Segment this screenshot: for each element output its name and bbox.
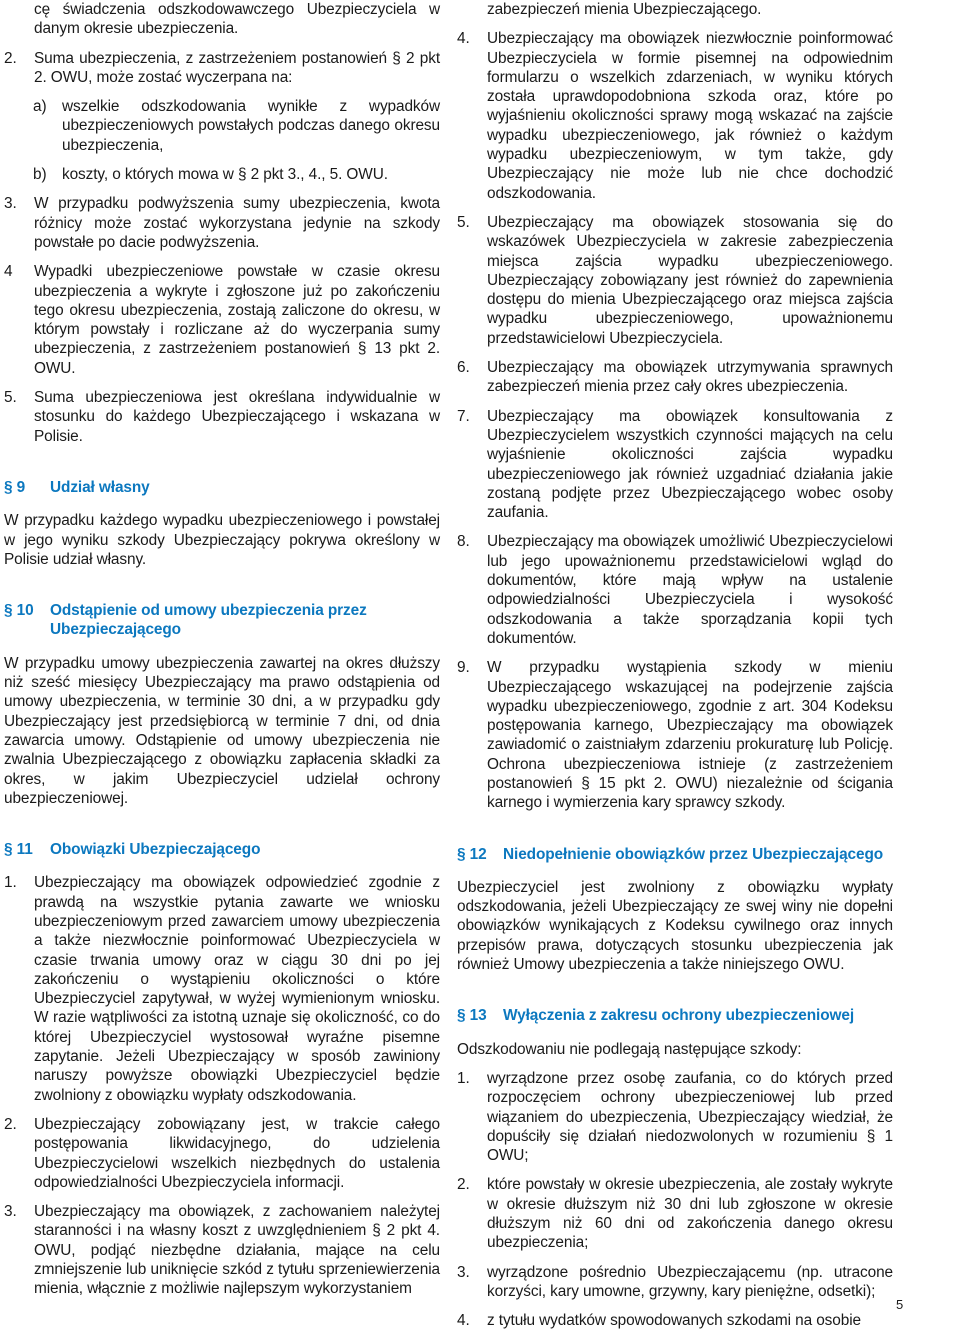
section-number: § 12: [457, 845, 487, 863]
section-heading-11: [4, 840, 440, 859]
s11-item-2: [4, 1115, 440, 1192]
item-number: 2.: [4, 49, 17, 67]
s11-item-7: [457, 407, 893, 523]
item-number: 1.: [457, 1069, 470, 1087]
page-number: 5: [896, 1297, 904, 1312]
item-text: Ubezpieczający ma obowiązek, z zachowaniem należytej staranności i na własny koszt z uwzględnieniem § 2 pkt 4. OWU, podjąć niezbędne działania, mające na celu zmniejszenie lub uniknięcie szkód z tytułu sprzeniewierzenia mienia, włącznie z możliwie najlepszym wykorzystaniem: [34, 1203, 440, 1298]
item-number: 3.: [457, 1263, 470, 1281]
continued-paragraph: cę świadczenia odszkodowawczego Ubezpieczyciela w danym okresie ubezpieczenia.: [34, 1, 440, 38]
item-text: wyrządzone przez osobę zaufania, co do których przed rozpoczęciem ochrony ubezpieczeniowej lub przed wiązaniem do ubezpieczenia, Ubezpieczający wiedział, że dopuściły się działań niedozwolonych w rozumieniu § 1 OWU;: [487, 1069, 893, 1165]
item-number: 1.: [4, 874, 17, 892]
item-number: 3.: [4, 195, 17, 213]
s8-item-5: [4, 388, 440, 446]
s11-item-1: [4, 873, 440, 1105]
section-13-intro: Odszkodowaniu nie podlegają następujące szkody:: [457, 1040, 802, 1058]
item-text: wyrządzone pośrednio Ubezpieczającemu (np. utracone korzyści, kary umowne, grzywny, kary pieniężne, odsetki);: [487, 1263, 893, 1300]
section-heading-10: [4, 601, 440, 640]
section-number: § 10: [4, 602, 34, 620]
section-title: Obowiązki Ubezpieczającego: [50, 841, 261, 859]
section-title: Udział własny: [50, 478, 150, 496]
item-text: Ubezpieczający ma obowiązek utrzymywania sprawnych zabezpieczeń mienia przez cały okres ubezpieczenia.: [487, 359, 893, 396]
item-text: Suma ubezpieczenia, z zastrzeżeniem postanowień § 2 pkt 2. OWU, może zostać wyczerpana na:: [34, 49, 440, 86]
section-number: § 13: [457, 1007, 487, 1025]
s11-item-9: [457, 658, 893, 812]
item-text: Ubezpieczający ma obowiązek niezwłocznie poinformować Ubezpieczyciela w formie pisemnej na odpowiednim formularzu o wszelkich zdarzeniach, w wyniku których została uprawdopodobniona szkoda oraz, które po wyjaśnieniu okoliczności sprawy mogą wskazać na zajście wypadku ubezpieczeniowego, jak również o każdym wypadku ubezpieczeniowym, w tym także, gdy Ubezpieczający nie może lub nie chce dochodzić odszkodowania.: [487, 30, 893, 202]
item-number: 5.: [457, 213, 470, 231]
s11-item-4: [457, 29, 893, 203]
item-text: Ubezpieczający ma obowiązek umożliwić Ubezpieczycielowi lub jego upoważnionemu przedstawicielowi wgląd do dokumentów, które mają wpływ na ustalenie odpowiedzialności Ubezpieczyciela i wysokość odszkodowania a także sporządzania kopii tych dokumentów.: [487, 533, 893, 647]
item-number: 9.: [457, 659, 470, 677]
section-title: Odstąpienie od umowy ubezpieczenia przez Ubezpieczającego: [50, 602, 367, 639]
s11-item-5: [457, 213, 893, 348]
s13-item-1: [457, 1069, 893, 1165]
s13-item-3: [457, 1263, 893, 1302]
section-heading-12: [457, 845, 893, 864]
item-number: 3.: [4, 1203, 17, 1221]
s13-item-2: [457, 1175, 893, 1252]
s13-item-4: [457, 1311, 893, 1330]
item-number: 4.: [457, 1312, 470, 1330]
item-text: Wypadki ubezpieczeniowe powstałe w czasie okresu ubezpieczenia a wykryte i zgłoszone już po zakończeniu tego okresu ubezpieczenia, zostają zaliczone do okresu, w którym powstały i rozliczane aż do wyczerpania sumy ubezpieczenia, z zastrzeżeniem postanowień § 13 pkt 2. OWU.: [34, 263, 440, 377]
item-letter: b): [33, 166, 47, 184]
section-title: Wyłączenia z zakresu ochrony ubezpieczeniowej: [503, 1007, 855, 1025]
item-text: z tytułu wydatków spowodowanych szkodami na osobie: [487, 1312, 861, 1330]
s8-item-2a: [4, 97, 440, 155]
item-number: 7.: [457, 407, 470, 425]
item-text: Suma ubezpieczeniowa jest określana indywidualnie w stosunku do każdego Ubezpieczającego i wskazana w Polisie.: [34, 389, 440, 445]
section-heading-9: [4, 478, 440, 497]
s11-item-3: [4, 1202, 440, 1298]
s8-item-2: [4, 49, 440, 88]
s11-item-8: [457, 532, 893, 648]
section-9-body: W przypadku każdego wypadku ubezpieczeniowego i powstałej w jego wyniku szkody Ubezpieczający pokrywa określony w Polisie udział własny.: [4, 512, 440, 568]
item-text: Ubezpieczający ma obowiązek konsultowania z Ubezpieczycielem wszystkich czynności mających na celu wyjaśnienie okoliczności zajścia wypadku ubezpieczeniowego jak również uzgadniać działania jakie zostaną podjęte przez Ubezpieczającego wobec osoby zaufania.: [487, 407, 893, 522]
item-text: W przypadku wystąpienia szkody w mieniu Ubezpieczającego wskazującej na podejrzenie zajścia wypadku ubezpieczeniowego, zgodnie z art. 304 Kodeksu postępowania karnego, Ubezpieczający ma obowiązek zawiadomić o zaistniałym zdarzeniu prokuraturę lub Policję. Ochrona ubezpieczeniowa istnieje (z zastrzeżeniem postanowień § 15 pkt 2. OWU) niezależnie od ścigania karnego i wymierzenia kary sprawcy szkody.: [487, 659, 893, 812]
item-text: Ubezpieczający ma obowiązek odpowiedzieć zgodnie z prawdą na wszystkie pytania zawarte we wniosku ubezpieczeniowym przed zawarciem umowy ubezpieczenia a także niezwłocznie poinformować Ubezpieczyciela w czasie trwania umowy oraz w ciągu 30 dni po jej zakończeniu o wystąpieniu okoliczności o które Ubezpieczyciel zapytywał, w wyżej wymienionym wniosku. W razie wątpliwości za istotną uznaje się okoliczność, co do której Ubezpieczyciel wystosował wyraźne pisemne zapytanie. Jeżeli Ubezpieczający w sposób zawiniony naruszy powyższe obowiązki Ubezpieczyciel będzie zwolniony z obowiązku wypłaty odszkodowania.: [34, 874, 440, 1104]
item-number: 2.: [457, 1176, 470, 1194]
s8-item-2b: [4, 165, 440, 184]
section-title: Niedopełnienie obowiązków przez Ubezpieczającego: [503, 845, 884, 863]
item-number: 4: [4, 263, 13, 281]
s11-item-6: [457, 358, 893, 397]
item-number: 8.: [457, 533, 470, 551]
section-heading-13: [457, 1006, 893, 1025]
right-column: [457, 0, 893, 1331]
continued-paragraph: zabezpieczeń mienia Ubezpieczającego.: [487, 1, 762, 18]
item-text: Ubezpieczający zobowiązany jest, w trakcie całego postępowania likwidacyjnego, do udzielenia Ubezpieczycielowi wszelkich niezbędnych do ustalenia odpowiedzialności Ubezpieczyciela informacji.: [34, 1115, 440, 1191]
item-text: Ubezpieczający ma obowiązek stosowania się do wskazówek Ubezpieczyciela w zakresie zabezpieczenia miejsca zajścia wypadku ubezpieczeniowego. Ubezpieczający zobowiązany jest również do zapewnienia dostępu do mienia Ubezpieczającego oraz miejsca zajścia wypadku ubezpieczeniowego, upoważnionemu przedstawicielowi Ubezpieczyciela.: [487, 213, 893, 347]
item-text: które powstały w okresie ubezpieczenia, ale zostały wykryte w okresie dłuższym niż 30 dni lub zgłoszone w okresie dłuższym niż 60 dni od zakończenia danego okresu ubezpieczenia;: [487, 1176, 893, 1252]
section-number: § 11: [4, 841, 33, 859]
item-letter: a): [33, 98, 47, 116]
section-12-body: Ubezpieczyciel jest zwolniony z obowiązku wypłaty odszkodowania, jeżeli Ubezpieczający ze swej winy nie dopełni obowiązków wynikających z Kodeksu cywilnego oraz innych przepisów prawa, dotyczących stosunku ubezpieczenia jak również Umowy ubezpieczenia a także niniejszego OWU.: [457, 878, 893, 974]
left-column: [4, 0, 440, 1299]
item-text: koszty, o których mowa w § 2 pkt 3., 4., 5. OWU.: [62, 166, 388, 184]
item-text: wszelkie odszkodowania wynikłe z wypadków ubezpieczeniowych powstałych podczas danego okresu ubezpieczenia,: [62, 98, 440, 154]
section-10-body: W przypadku umowy ubezpieczenia zawartej na okres dłuższy niż sześć miesięcy Ubezpieczający ma prawo odstąpienia od umowy ubezpieczenia, w terminie 30 dni, a w przypadku gdy Ubezpieczający jest przedsiębiorcą w terminie 7 dni, od dnia zawarcia umowy. Odstąpienie od umowy ubezpieczenia nie zwalnia Ubezpieczającego z obowiązku zapłacenia składki za okres, w jakim Ubezpieczyciel udzielał ochrony ubezpieczeniowej.: [4, 654, 440, 807]
section-number: § 9: [4, 478, 26, 496]
s8-item-4: [4, 262, 440, 378]
item-number: 4.: [457, 30, 470, 48]
item-number: 2.: [4, 1115, 17, 1133]
item-text: W przypadku podwyższenia sumy ubezpieczenia, kwota różnicy może zostać wykorzystana jedynie na szkody powstałe po dacie podwyższenia.: [34, 195, 440, 251]
item-number: 5.: [4, 389, 17, 407]
s8-item-3: [4, 194, 440, 252]
item-number: 6.: [457, 359, 470, 377]
